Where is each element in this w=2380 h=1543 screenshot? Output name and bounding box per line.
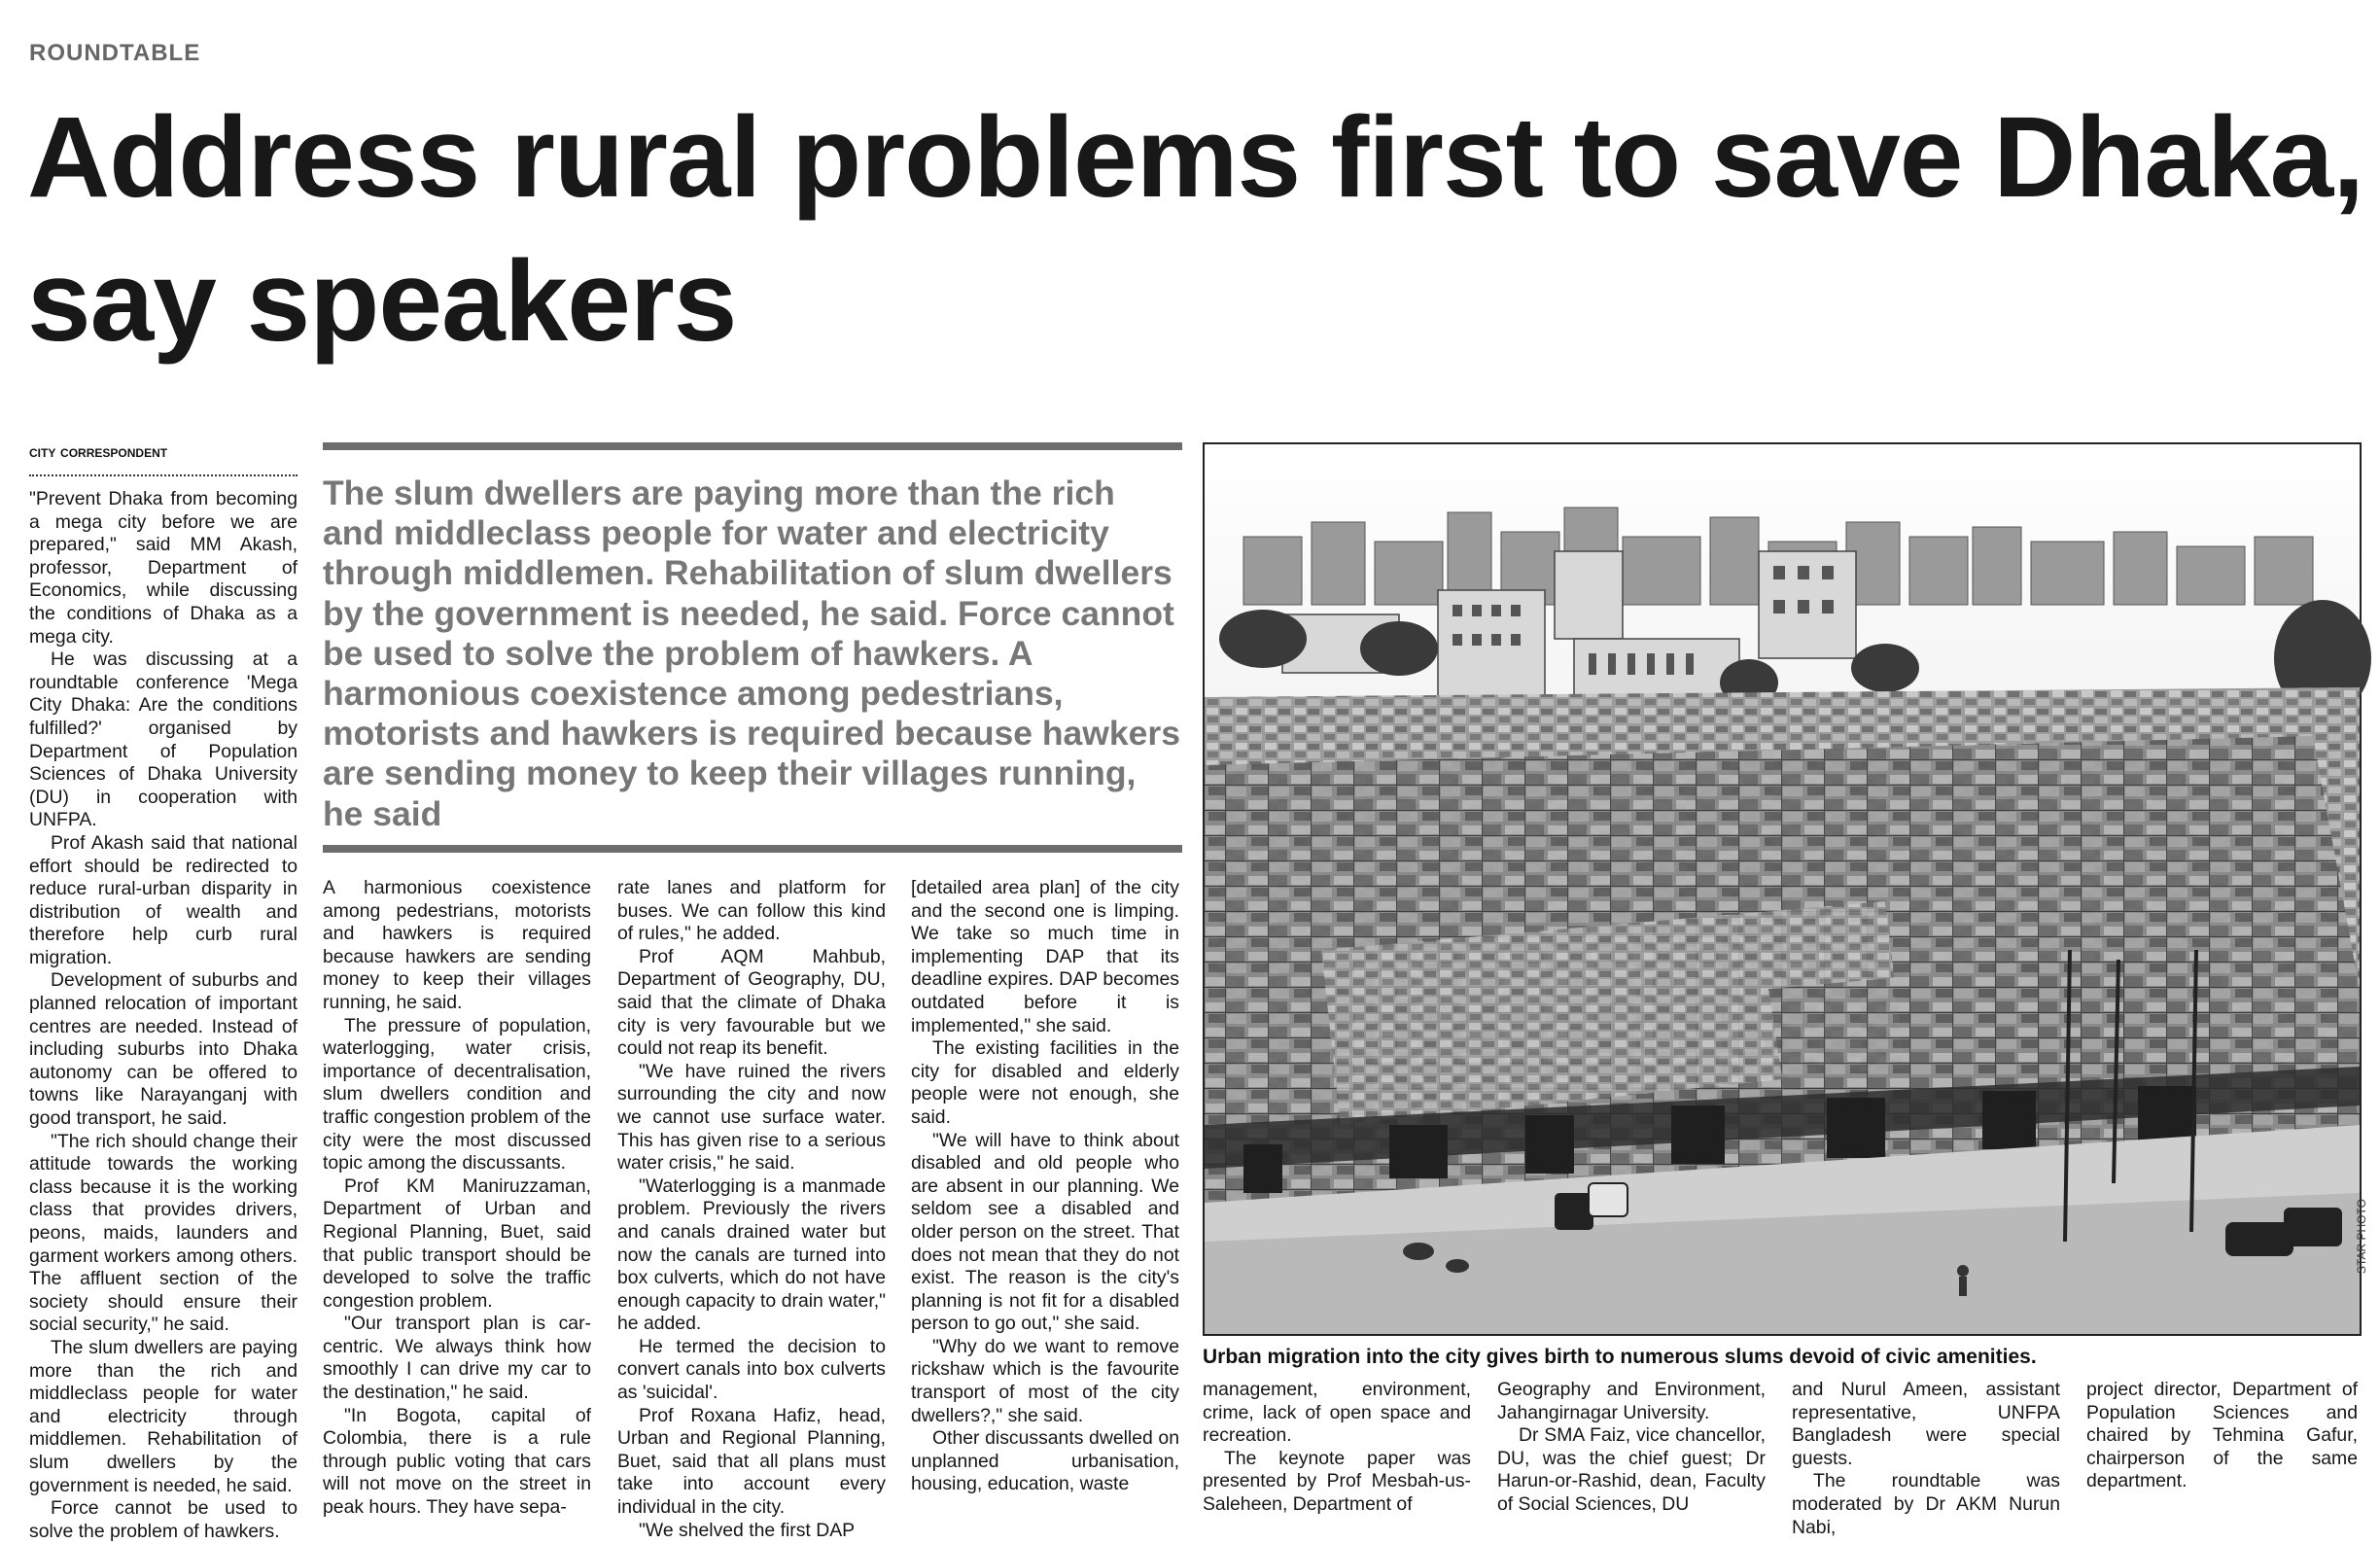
article-paragraph: [detailed area plan] of the city and the second one is limping. We take so much time in implementing DAP that its deadline expires. DAP becomes outdated before it is implemented," she said. bbox=[911, 877, 1179, 1036]
article-paragraph: "In Bogota, capital of Colombia, there is a rule through public voting that cars will not move on the street in peak hours. They have sepa- bbox=[323, 1404, 591, 1519]
article-paragraph: He was discussing at a roundtable conference 'Mega City Dhaka: Are the conditions fulfilled?' organised by Department of Population Sciences of Dhaka University (DU) in cooperation with UNFPA. bbox=[29, 649, 298, 831]
byline-divider bbox=[29, 474, 298, 476]
article-paragraph: Prof Roxana Hafiz, head, Urban and Regional Planning, Buet, said that all plans must take into account every individual in the city. bbox=[617, 1404, 886, 1519]
article-paragraph: "We shelved the first DAP bbox=[639, 1519, 856, 1541]
article-paragraph: "Our transport plan is car-centric. We always think how smoothly I can drive my car to the destination," he said. bbox=[323, 1313, 591, 1404]
article-column-8 bbox=[2086, 1379, 2358, 1525]
article-paragraph: "Waterlogging is a manmade problem. Previously the rivers and canals drained water but now the canals are turned into box culverts, which do not have enough capacity to drain water," he added. bbox=[617, 1175, 886, 1335]
article-column-4 bbox=[911, 877, 1179, 1521]
headline: Address rural problems first to save Dhaka, say speakers bbox=[27, 93, 2364, 366]
article-paragraph: The pressure of population, waterlogging, water crisis, importance of decentralisation, slum dwellers condition and traffic congestion problem of the city were the most discussed topic among the discussants. bbox=[323, 1014, 591, 1175]
article-paragraph: He termed the decision to convert canals into box culverts as 'suicidal'. bbox=[617, 1335, 886, 1404]
article-paragraph: Dr SMA Faiz, vice chancellor, DU, was the chief guest; Dr Harun-or-Rashid, dean, Faculty of Social Sciences, DU bbox=[1497, 1424, 1766, 1515]
byline: city correspondent bbox=[29, 442, 168, 461]
photo-credit: STAR PHOTO bbox=[2355, 1199, 2368, 1274]
article-paragraph: Development of suburbs and planned relocation of important centres are needed. Instead of including suburbs into Dhaka autonomy can be offered to towns like Narayanganj with good transport, he said. bbox=[29, 969, 298, 1130]
article-paragraph: Prof AQM Mahbub, Department of Geography, DU, said that the climate of Dhaka city is very favourable but we could not reap its benefit. bbox=[617, 945, 886, 1060]
article-paragraph: The slum dwellers are paying more than the rich and middleclass people for water and electricity through middlemen. Rehabilitation of slum dwellers by the government is needed, he said. bbox=[29, 1336, 298, 1496]
article-paragraph: rate lanes and platform for buses. We can follow this kind of rules," he added. bbox=[617, 877, 886, 945]
article-paragraph: "We will have to think about disabled and old people who are absent in our planning. We seldom see a disabled and older person on the street. That does not mean that they do not exist. The reason is the city's planning is not fit for a disabled person to go out," she said. bbox=[911, 1129, 1179, 1335]
article-paragraph: Other discussants dwelled on unplanned urbanisation, housing, education, waste bbox=[911, 1427, 1179, 1495]
article-column-2 bbox=[323, 877, 591, 1521]
article-paragraph: project director, Department of Population Sciences and chaired by Tehmina Gafur, chairperson of the same department. bbox=[2086, 1379, 2358, 1492]
article-paragraph: The roundtable was moderated by Dr AKM Nurun Nabi, bbox=[1792, 1470, 2060, 1538]
article-column-1 bbox=[29, 488, 298, 1542]
slum-photo bbox=[1203, 442, 2362, 1336]
slum-photo-illustration bbox=[1205, 444, 2360, 1334]
article-column-6 bbox=[1497, 1379, 1766, 1525]
article-paragraph: Prof KM Maniruzzaman, Department of Urban and Regional Planning, Buet, said that public transport should be developed to solve the traffic congestion problem. bbox=[323, 1175, 591, 1312]
pullquote-bottom-rule bbox=[323, 845, 1182, 853]
pullquote-top-rule bbox=[323, 442, 1182, 450]
article-paragraph: and Nurul Ameen, assistant representative, UNFPA Bangladesh were special guests. bbox=[1792, 1379, 2060, 1469]
photo-caption: Urban migration into the city gives birth to numerous slums devoid of civic amenities. bbox=[1203, 1346, 2037, 1368]
article-paragraph: Prof Akash said that national effort should be redirected to reduce rural-urban disparity in distribution of wealth and therefore help curb rural migration. bbox=[29, 831, 298, 968]
article-paragraph: "The rich should change their attitude towards the working class because it is the working class that provides drivers, peons, maids, launders and garment workers among others. The affluent section of the society should ensure their social security," he said. bbox=[29, 1130, 298, 1336]
article-column-7 bbox=[1792, 1379, 2060, 1538]
article-column-3 bbox=[617, 877, 886, 1541]
article-paragraph: A harmonious coexistence among pedestrians, motorists and hawkers is required because hawkers are sending money to keep their villages running, he said. bbox=[323, 877, 591, 1013]
article-paragraph: Force cannot be used to solve the problem of hawkers. bbox=[29, 1497, 298, 1542]
article-paragraph: management, environment, crime, lack of open space and recreation. bbox=[1203, 1379, 1471, 1447]
article-column-5 bbox=[1203, 1379, 1471, 1525]
article-paragraph: "Why do we want to remove rickshaw which is the favourite transport of most of the city dwellers?," she said. bbox=[911, 1335, 1179, 1426]
pullquote: The slum dwellers are paying more than the rich and middleclass people for water and electricity through middlemen. Rehabilitation of slum dwellers by the government is needed, he said. Force cannot be used to solve the problem of hawkers. A harmonious coexistence among pedestrians, motorists and hawkers is required because hawkers are sending money to keep their villages running, he said bbox=[323, 473, 1180, 833]
article-paragraph: "We have ruined the rivers surrounding the city and now we cannot use surface water. This has given rise to a serious water crisis," he said. bbox=[617, 1060, 886, 1175]
article-paragraph: The existing facilities in the city for disabled and elderly people were not enough, she said. bbox=[911, 1037, 1179, 1128]
article-paragraph: The keynote paper was presented by Prof Mesbah-us-Saleheen, Department of bbox=[1203, 1447, 1471, 1515]
article-paragraph: Geography and Environment, Jahangirnagar University. bbox=[1497, 1379, 1766, 1423]
section-kicker: roundtable bbox=[29, 31, 201, 68]
article-paragraph: "Prevent Dhaka from becoming a mega city before we are prepared," said MM Akash, professor, Department of Economics, while discussing the conditions of Dhaka as a mega city. bbox=[29, 488, 298, 648]
